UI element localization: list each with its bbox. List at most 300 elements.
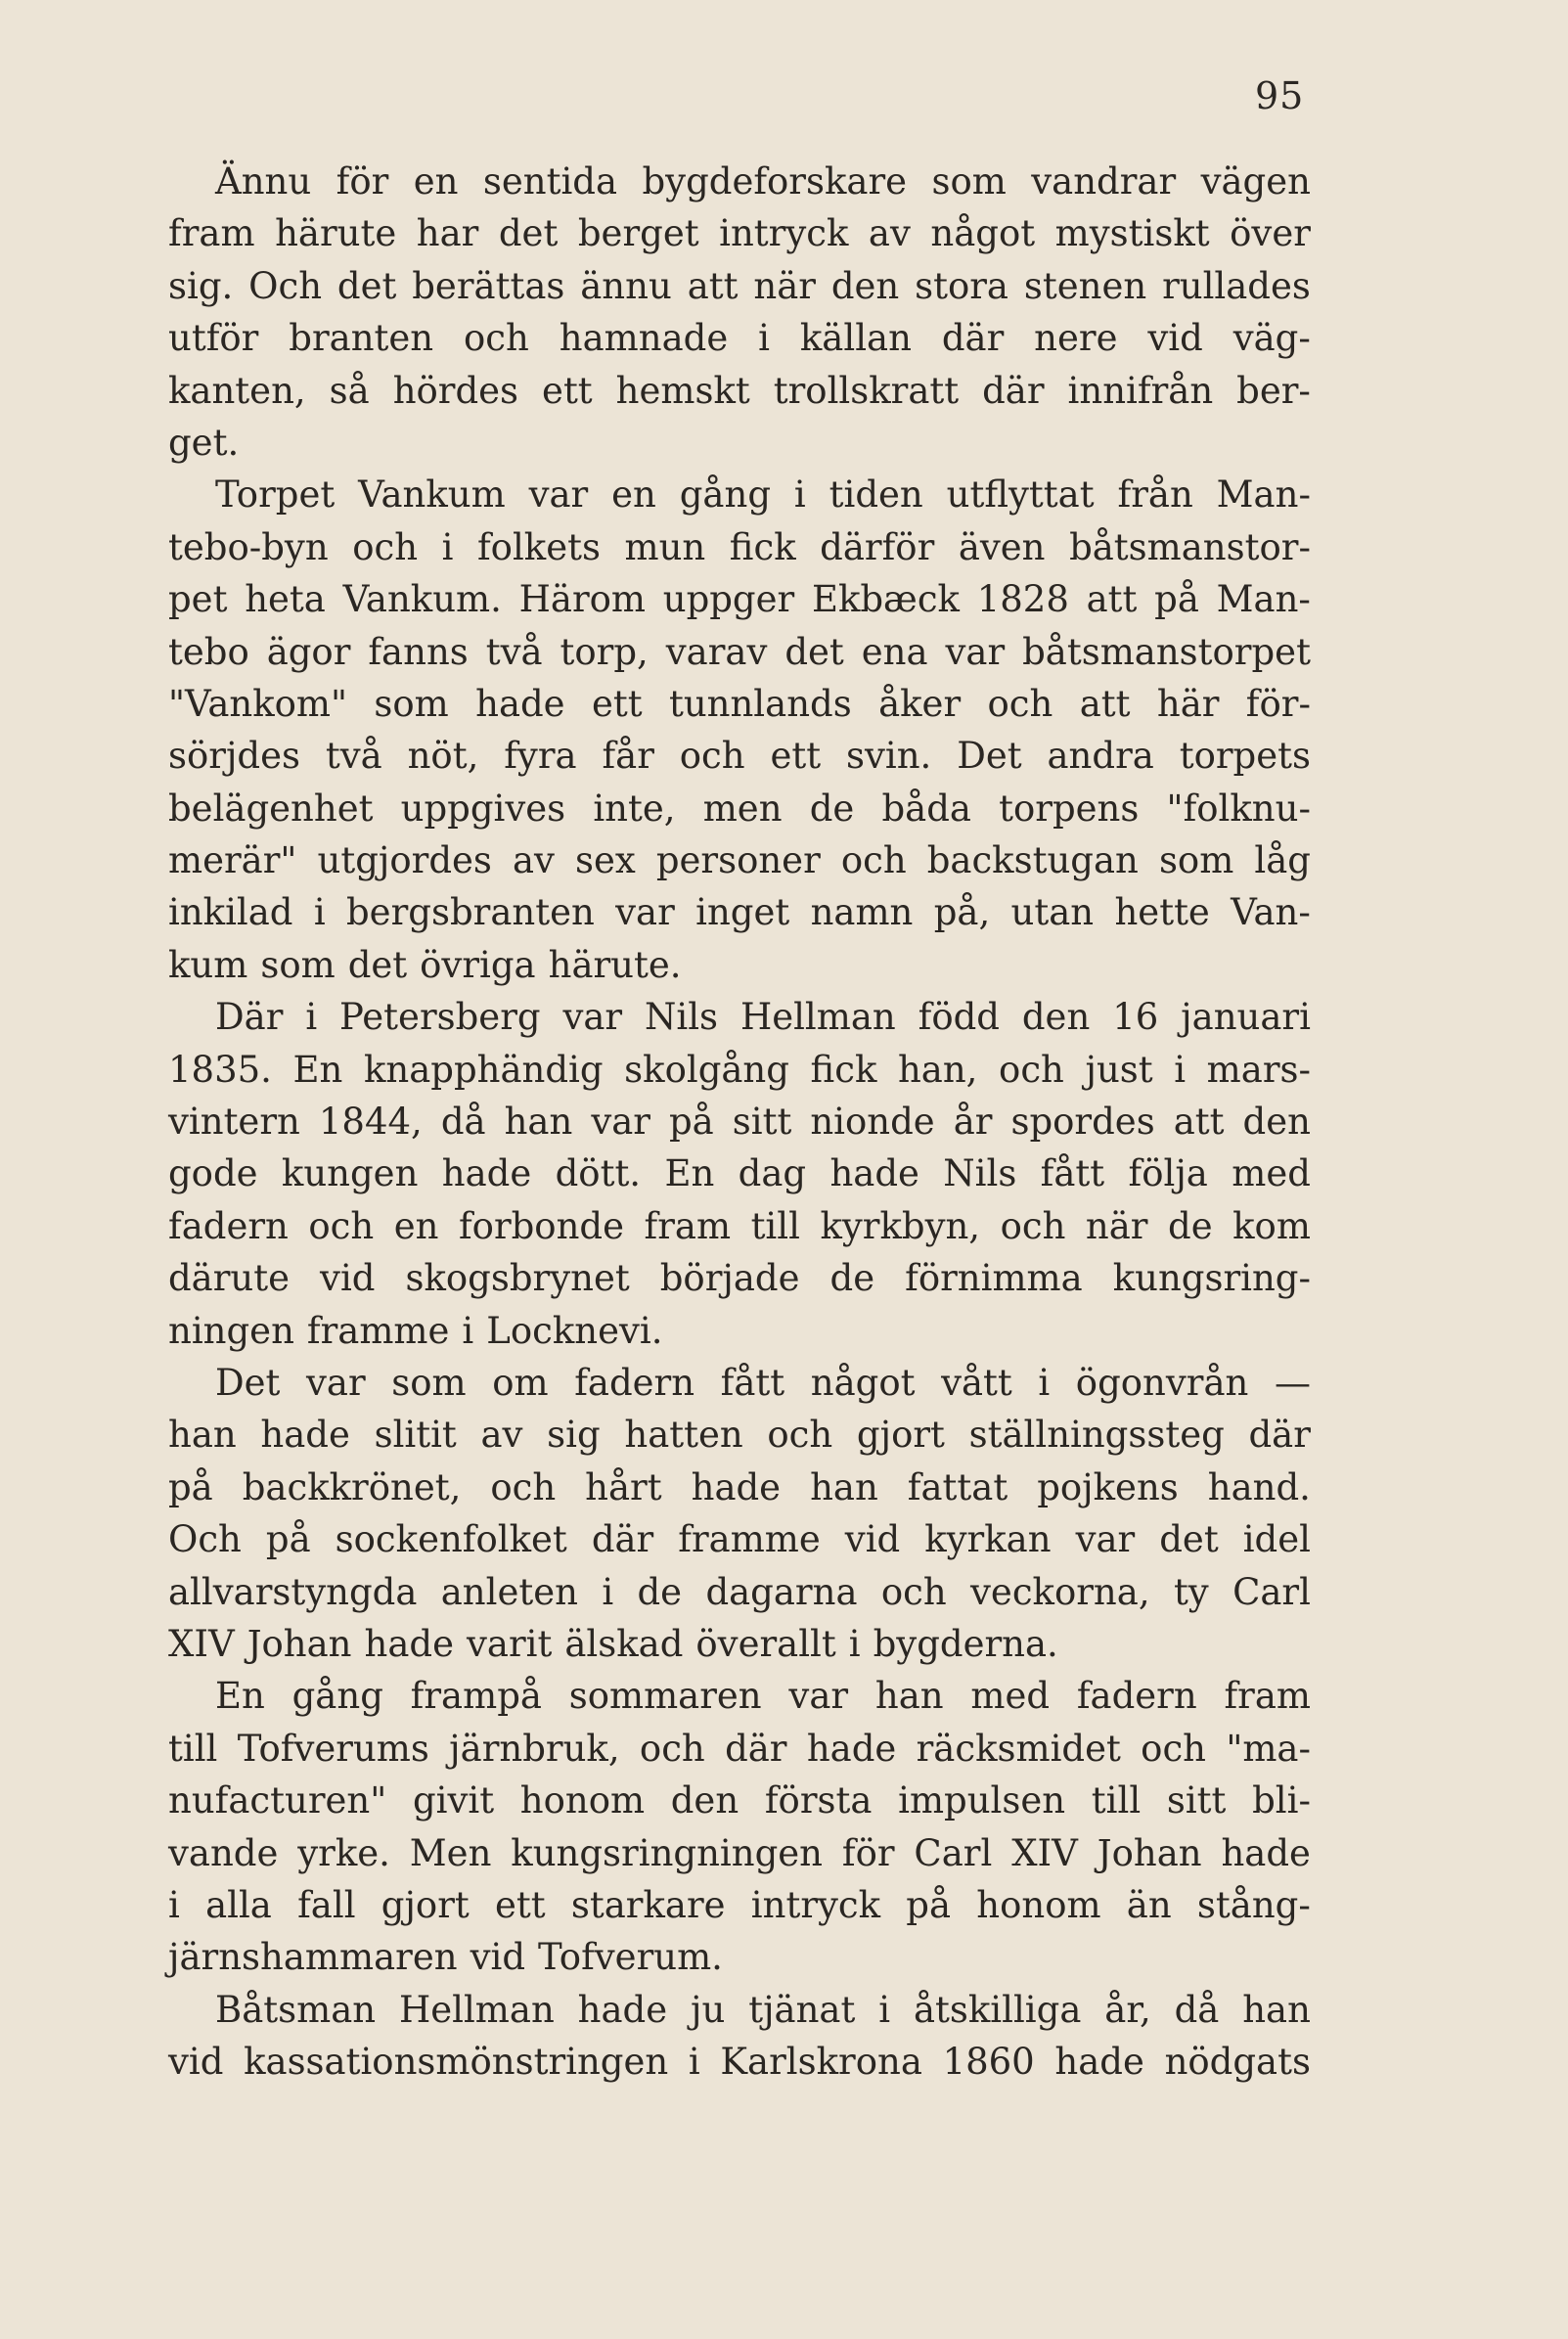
- word: berättas: [412, 264, 565, 307]
- word: över: [1230, 212, 1311, 255]
- word: sitt: [732, 1101, 792, 1144]
- word: hade: [364, 1622, 454, 1665]
- word: XIV: [168, 1622, 235, 1665]
- word: Karlskrona: [720, 2041, 922, 2084]
- word: av: [480, 1414, 523, 1457]
- word: stora: [915, 264, 1008, 307]
- body-text: [168, 156, 1311, 2088]
- page-number: 95: [1255, 74, 1305, 117]
- word: han: [504, 1101, 573, 1144]
- word: ett: [591, 682, 643, 725]
- word: Vankum.: [342, 578, 502, 621]
- word: i: [462, 1309, 474, 1352]
- word: vid: [320, 1257, 376, 1300]
- text-line: [168, 1200, 1311, 1252]
- word: En: [292, 1048, 343, 1091]
- word: i: [848, 1622, 861, 1665]
- word: fram: [168, 212, 255, 255]
- word: det: [498, 212, 559, 255]
- word: båda: [881, 787, 971, 830]
- word: Där: [215, 996, 284, 1039]
- word: hårt: [585, 1465, 662, 1508]
- word: sitt: [1166, 1779, 1227, 1822]
- word: båtsmanstor-: [1069, 525, 1311, 568]
- word: den: [1021, 996, 1091, 1039]
- word: i: [441, 525, 454, 568]
- word: åker: [878, 682, 962, 725]
- word: hamnade: [559, 317, 729, 360]
- word: ty: [1173, 1570, 1209, 1613]
- word: han: [810, 1465, 878, 1508]
- word: fanns: [368, 630, 469, 673]
- word: dött.: [555, 1152, 642, 1195]
- word: med: [1232, 1152, 1311, 1195]
- word: nionde: [810, 1101, 935, 1144]
- word: torp,: [560, 630, 649, 673]
- text-line: [168, 207, 1311, 259]
- word: år: [953, 1101, 993, 1144]
- word: sig: [547, 1414, 601, 1457]
- word: i: [1174, 1048, 1187, 1091]
- word: Båtsman: [215, 1988, 377, 2031]
- word: han: [874, 1675, 944, 1718]
- word: var: [306, 1361, 366, 1404]
- text-line: [168, 469, 1311, 520]
- word: framme: [678, 1518, 821, 1561]
- word: kungsringningen: [511, 1831, 823, 1874]
- word: bergsbranten: [346, 891, 595, 934]
- word: tjänat: [748, 1988, 856, 2031]
- word: andra: [1047, 735, 1154, 778]
- word: ett: [542, 369, 593, 412]
- text-line: [168, 1566, 1311, 1618]
- word: tebo-byn: [168, 525, 329, 568]
- word: för: [841, 1831, 895, 1874]
- word: hade: [441, 1152, 532, 1195]
- word: ningen: [168, 1309, 294, 1352]
- word: slitit: [374, 1414, 457, 1457]
- word: stenen: [1023, 264, 1147, 307]
- word: tunnlands: [668, 682, 852, 725]
- word: och: [840, 839, 907, 882]
- word: han: [1242, 1988, 1311, 2031]
- word: får: [602, 735, 654, 778]
- word: hade: [1221, 1831, 1311, 1874]
- word: gång: [679, 473, 772, 517]
- word: född: [918, 996, 1000, 1039]
- word: fick: [810, 1048, 877, 1091]
- word: så: [329, 369, 370, 412]
- word: Carl: [914, 1831, 993, 1874]
- text-line: [168, 365, 1311, 417]
- word: utför: [168, 317, 259, 360]
- word: intryck: [750, 1883, 881, 1926]
- word: härute.: [548, 943, 682, 986]
- word: att: [1086, 578, 1138, 621]
- word: kungsring-: [1112, 1257, 1311, 1300]
- text-line: [168, 312, 1311, 364]
- word: men: [702, 787, 783, 830]
- word: det: [784, 630, 844, 673]
- word: något: [810, 1361, 916, 1404]
- word: vägen: [1200, 160, 1311, 202]
- word: anleten: [440, 1570, 578, 1613]
- word: följa: [1128, 1152, 1208, 1195]
- text-line: [168, 1096, 1311, 1147]
- word: hade: [806, 1727, 897, 1770]
- word: mystiskt: [1054, 212, 1210, 255]
- word: där: [725, 1727, 787, 1770]
- word: utgjordes: [317, 839, 492, 882]
- text-line: [168, 260, 1311, 312]
- word: Van-: [1231, 891, 1311, 934]
- word: svin.: [845, 735, 932, 778]
- word: som: [374, 682, 449, 725]
- word: därför: [820, 525, 935, 568]
- word: fram: [644, 1204, 732, 1247]
- word: givit: [412, 1779, 495, 1822]
- word: som: [1158, 839, 1234, 882]
- word: 1844,: [318, 1101, 423, 1144]
- word: år,: [1104, 1988, 1151, 2031]
- text-line: [168, 939, 1311, 991]
- word: uppger: [662, 578, 795, 621]
- word: honom: [519, 1779, 646, 1822]
- word: vått: [941, 1361, 1012, 1404]
- word: yrke.: [297, 1831, 390, 1874]
- word: mun: [624, 525, 706, 568]
- word: starkare: [570, 1883, 726, 1926]
- word: båtsmanstorpet: [1022, 630, 1311, 673]
- word: Vankum: [358, 473, 506, 517]
- word: till: [168, 1727, 218, 1770]
- word: kanten,: [168, 369, 306, 412]
- word: 1828: [976, 578, 1069, 621]
- word: ena: [861, 630, 928, 673]
- word: Det: [215, 1361, 281, 1404]
- word: Hellman: [398, 1988, 555, 2031]
- word: "ma-: [1226, 1727, 1311, 1770]
- word: personer: [655, 839, 821, 882]
- word: Hellman: [739, 996, 896, 1039]
- word: första: [764, 1779, 873, 1822]
- word: hatten: [624, 1414, 743, 1457]
- word: fått: [1040, 1152, 1105, 1195]
- word: impulsen: [898, 1779, 1066, 1822]
- word: berget: [577, 212, 699, 255]
- word: på: [168, 1465, 213, 1508]
- word: hade: [475, 682, 565, 725]
- word: älskad: [564, 1622, 684, 1665]
- word: nufacturen": [168, 1779, 387, 1822]
- word: väg-: [1232, 317, 1311, 360]
- word: överallt: [695, 1622, 836, 1665]
- word: Johan: [1097, 1831, 1202, 1874]
- word: Tofverum.: [538, 1936, 723, 1979]
- word: även: [958, 525, 1046, 568]
- word: där: [941, 317, 1005, 360]
- text-line: [168, 834, 1311, 886]
- word: En: [664, 1152, 715, 1195]
- text-line: [168, 1513, 1311, 1565]
- word: en: [413, 160, 459, 202]
- word: merär": [168, 839, 297, 882]
- word: till: [750, 1204, 800, 1247]
- word: Det: [957, 735, 1022, 778]
- word: järnshammaren: [168, 1936, 458, 1979]
- word: just: [1085, 1048, 1153, 1091]
- word: och: [987, 682, 1053, 725]
- word: i: [602, 1570, 614, 1613]
- word: sex: [574, 839, 636, 882]
- word: i: [688, 2041, 700, 2084]
- word: framme: [306, 1309, 450, 1352]
- word: de: [809, 787, 855, 830]
- word: där: [982, 369, 1045, 412]
- word: 16: [1112, 996, 1159, 1039]
- word: hördes: [392, 369, 519, 412]
- word: dagarna: [705, 1570, 858, 1613]
- word: Man-: [1216, 473, 1311, 517]
- word: vid: [168, 2041, 224, 2084]
- word: hemskt: [615, 369, 750, 412]
- word: har: [416, 212, 479, 255]
- word: då: [440, 1101, 486, 1144]
- word: fått: [720, 1361, 785, 1404]
- text-line: [168, 886, 1311, 938]
- word: alla: [205, 1883, 272, 1926]
- word: med: [970, 1675, 1051, 1718]
- word: trollskratt: [773, 369, 960, 412]
- word: att: [1173, 1101, 1225, 1144]
- text-line: [168, 1670, 1311, 1722]
- word: och: [352, 525, 419, 568]
- word: inkilad: [168, 891, 293, 934]
- word: började: [659, 1257, 800, 1300]
- word: stång-: [1196, 1883, 1311, 1926]
- word: som: [931, 160, 1007, 202]
- word: ställningssteg: [968, 1414, 1225, 1457]
- word: kungen: [281, 1152, 419, 1195]
- word: gång: [291, 1675, 383, 1718]
- word: var: [788, 1675, 849, 1718]
- word: gjort: [381, 1883, 470, 1926]
- word: Carl: [1232, 1570, 1311, 1613]
- word: i: [1038, 1361, 1051, 1404]
- word: ett: [770, 735, 822, 778]
- word: var: [562, 996, 623, 1039]
- text-line: [168, 626, 1311, 678]
- word: hade: [691, 1465, 782, 1508]
- word: "Vankom": [168, 682, 348, 725]
- word: heta: [245, 578, 326, 621]
- word: Och: [168, 1518, 242, 1561]
- word: nere: [1034, 317, 1118, 360]
- word: sommaren: [568, 1675, 762, 1718]
- word: tebo: [168, 630, 249, 673]
- word: En: [215, 1675, 265, 1718]
- word: räcksmidet: [916, 1727, 1121, 1770]
- word: fattat: [907, 1465, 1008, 1508]
- word: vid: [1147, 317, 1203, 360]
- word: intryck: [719, 212, 849, 255]
- word: av: [868, 212, 911, 255]
- word: var: [528, 473, 589, 517]
- word: torpets: [1179, 735, 1311, 778]
- word: dag: [738, 1152, 807, 1195]
- word: uppgives: [400, 787, 566, 830]
- text-line: [168, 1357, 1311, 1409]
- word: nöt,: [407, 735, 479, 778]
- word: på,: [933, 891, 991, 934]
- word: var: [615, 891, 675, 934]
- word: de: [637, 1570, 683, 1613]
- word: en: [393, 1204, 439, 1247]
- word: bygdeforskare: [642, 160, 908, 202]
- word: vid: [470, 1936, 525, 1979]
- word: och: [490, 1465, 557, 1508]
- word: hade: [260, 1414, 350, 1457]
- word: —: [1274, 1361, 1311, 1404]
- text-line: [168, 1044, 1311, 1096]
- word: ögonvrån: [1075, 1361, 1249, 1404]
- text-line: [168, 1618, 1311, 1670]
- word: från: [1117, 473, 1193, 517]
- word: Nils: [943, 1152, 1017, 1195]
- word: fyra: [504, 735, 577, 778]
- word: ägor: [266, 630, 351, 673]
- word: Johan: [246, 1622, 352, 1665]
- word: och: [1000, 1204, 1066, 1247]
- text-line: [168, 991, 1311, 1043]
- text-line: [168, 156, 1311, 207]
- word: utflyttat: [946, 473, 1095, 517]
- word: i: [313, 891, 326, 934]
- word: ju: [691, 1988, 726, 2031]
- word: än: [1126, 1883, 1172, 1926]
- word: frampå: [410, 1675, 542, 1718]
- word: vandrar: [1031, 160, 1177, 202]
- text-line: [168, 678, 1311, 730]
- word: kom: [1232, 1204, 1311, 1247]
- word: av: [512, 839, 555, 882]
- word: ännu: [580, 264, 672, 307]
- word: tiden: [829, 473, 923, 517]
- word: det: [347, 943, 408, 986]
- word: varit: [467, 1622, 553, 1665]
- text-line: [168, 783, 1311, 834]
- word: "folknu-: [1166, 787, 1311, 830]
- word: vid: [844, 1518, 901, 1561]
- word: som: [391, 1361, 467, 1404]
- word: skolgång: [624, 1048, 789, 1091]
- word: de: [1168, 1204, 1213, 1247]
- text-line: [168, 1775, 1311, 1826]
- word: folkets: [476, 525, 601, 568]
- word: hade: [1054, 2041, 1144, 2084]
- word: här: [1156, 682, 1220, 725]
- text-line: [168, 573, 1311, 625]
- word: hette: [1114, 891, 1210, 934]
- word: inte,: [593, 787, 676, 830]
- text-line: [168, 1723, 1311, 1775]
- word: bygderna.: [873, 1622, 1058, 1665]
- text-line: [168, 1827, 1311, 1879]
- word: den: [830, 264, 900, 307]
- word: låg: [1254, 839, 1311, 882]
- word: inget: [695, 891, 790, 934]
- word: Locknevi.: [486, 1309, 663, 1352]
- word: på: [1154, 578, 1199, 621]
- word: på: [906, 1883, 952, 1926]
- word: Petersberg: [339, 996, 541, 1039]
- text-line: [168, 417, 1311, 469]
- word: forbonde: [458, 1204, 624, 1247]
- word: den: [670, 1779, 739, 1822]
- text-line: [168, 1984, 1311, 2036]
- word: fadern: [1076, 1675, 1197, 1718]
- word: idel: [1242, 1518, 1311, 1561]
- word: om: [492, 1361, 549, 1404]
- word: något: [930, 212, 1036, 255]
- word: januari: [1181, 996, 1311, 1039]
- word: Ännu: [215, 160, 312, 202]
- word: källan: [799, 317, 912, 360]
- word: fick: [729, 525, 796, 568]
- word: Men: [409, 1831, 492, 1874]
- word: där: [591, 1518, 654, 1561]
- word: 1860: [942, 2041, 1035, 2084]
- word: det: [1159, 1518, 1219, 1561]
- word: och: [880, 1570, 947, 1613]
- word: kyrkbyn,: [820, 1204, 981, 1247]
- word: järnbruk,: [449, 1727, 620, 1770]
- word: och: [639, 1727, 705, 1770]
- word: honom: [976, 1883, 1101, 1926]
- word: var: [1075, 1518, 1136, 1561]
- word: Och: [248, 264, 323, 307]
- word: en: [611, 473, 656, 517]
- word: ett: [495, 1883, 546, 1926]
- word: i: [793, 473, 806, 517]
- word: sig.: [168, 264, 234, 307]
- word: i: [878, 1988, 891, 2031]
- word: fadern: [574, 1361, 695, 1404]
- word: Man-: [1216, 578, 1311, 621]
- word: rullades: [1162, 264, 1311, 307]
- word: sentida: [482, 160, 618, 202]
- word: skogsbrynet: [405, 1257, 630, 1300]
- word: backstugan: [926, 839, 1139, 882]
- word: där: [1248, 1414, 1311, 1457]
- text-line: [168, 521, 1311, 573]
- word: att: [1079, 682, 1131, 725]
- text-line: [168, 1305, 1311, 1357]
- word: namn: [810, 891, 914, 934]
- word: att: [687, 264, 739, 307]
- word: belägenhet: [168, 787, 374, 830]
- word: fadern: [168, 1204, 289, 1247]
- word: kassationsmönstringen: [244, 2041, 669, 2084]
- word: när: [1085, 1204, 1148, 1247]
- word: och: [767, 1414, 833, 1457]
- text-line: [168, 1409, 1311, 1461]
- word: åtskilliga: [913, 1988, 1082, 2031]
- word: allvarstyngda: [168, 1570, 418, 1613]
- word: övriga: [420, 943, 536, 986]
- text-line: [168, 730, 1311, 782]
- word: spordes: [1010, 1101, 1155, 1144]
